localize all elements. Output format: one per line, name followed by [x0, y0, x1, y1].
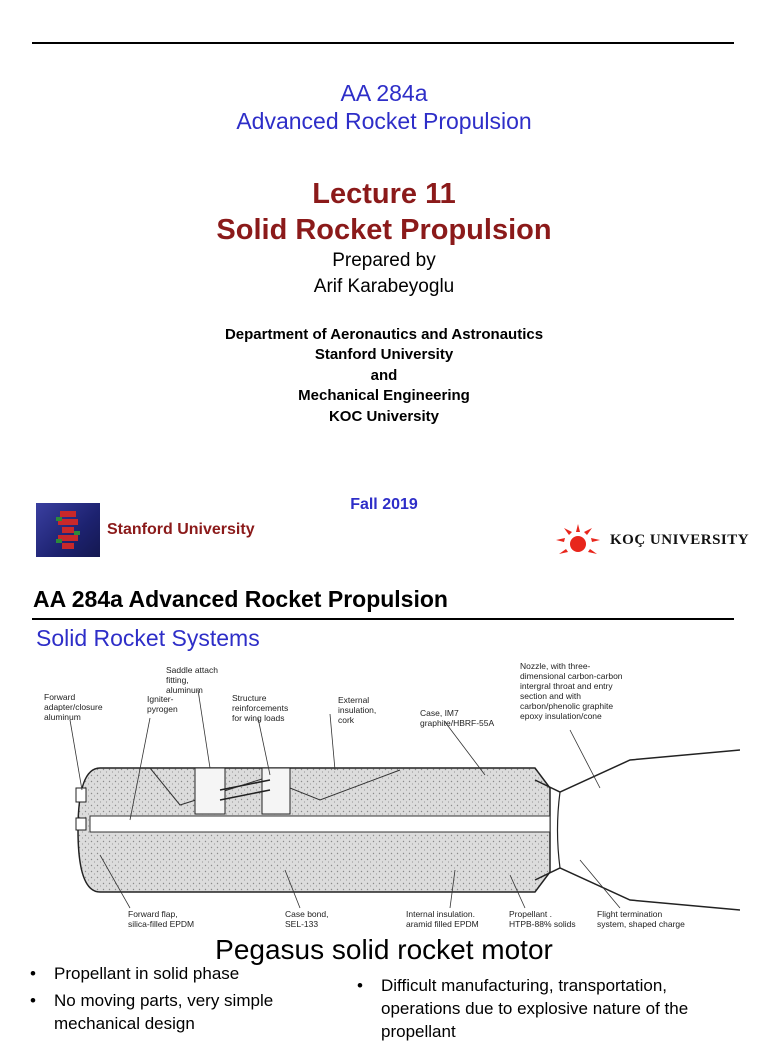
bullet-dot: • — [30, 991, 36, 1010]
label-forward-flap: Forward flap, silica-filled EPDM — [128, 909, 195, 929]
label-nozzle: Nozzle, with three- dimensional carbon-carbon intergral throat and entry section and with carbon/phenolic graphite epoxy insulation/cone — [520, 661, 623, 721]
bullet-left-1-text: Propellant in solid phase — [54, 964, 240, 983]
dept-line-2: Stanford University — [314, 346, 454, 363]
lecture-title: Solid Rocket Propulsion — [216, 214, 552, 246]
bullets-right — [357, 974, 747, 1043]
label-external-insulation: External insulation, cork — [338, 695, 377, 725]
stanford-label: Stanford University — [107, 521, 255, 538]
bullet-right-1 — [357, 974, 747, 1043]
koc-logo-icon — [553, 522, 603, 562]
label-flight-termination: Flight termination system, shaped charge — [597, 909, 685, 929]
label-structure: Structure reinforcements for wing loads — [232, 693, 289, 723]
author: Arif Karabeyoglu — [313, 276, 455, 297]
label-case-bond: Case bond, SEL-133 — [285, 909, 329, 929]
label-case: Case, IM7 graphite/HBRF-55A — [420, 708, 495, 728]
dept-line-5: KOC University — [328, 408, 440, 425]
slide2-title: AA 284a Advanced Rocket Propulsion — [33, 586, 448, 612]
rocket-motor-diagram — [30, 660, 740, 935]
lecture-number: Lecture 11 — [312, 178, 456, 210]
label-igniter: Igniter- pyrogen — [147, 694, 178, 714]
diagram-caption: Pegasus solid rocket motor — [215, 934, 553, 965]
bullets-left — [30, 962, 330, 1035]
slide2-rule — [32, 618, 734, 620]
dept-line-3: and — [370, 367, 398, 384]
bullet-left-2-text: No moving parts, very simple mechanical design — [54, 991, 274, 1033]
course-code: AA 284a — [340, 80, 428, 106]
top-rule — [32, 42, 734, 44]
bullet-dot: • — [30, 964, 36, 983]
label-saddle: Saddle attach fitting, aluminum — [166, 665, 218, 695]
bullet-dot: • — [357, 976, 363, 995]
label-forward-adapter: Forward adapter/closure aluminum — [44, 692, 103, 722]
course-title: Advanced Rocket Propulsion — [236, 108, 532, 134]
bullet-left-2 — [30, 989, 330, 1035]
dept-line-1: Department of Aeronautics and Astronautics — [224, 326, 544, 343]
bullet-left-1 — [30, 962, 330, 985]
slide2-subtitle: Solid Rocket Systems — [36, 625, 260, 651]
stanford-seal-logo — [36, 503, 100, 557]
bullet-right-1-text: Difficult manufacturing, transportation, operations due to explosive nature of the propellant — [381, 976, 689, 1041]
prepared-by: Prepared by — [332, 250, 436, 271]
term: Fall 2019 — [350, 496, 418, 513]
dept-line-4: Mechanical Engineering — [298, 387, 470, 404]
koc-label: KOÇ UNIVERSITY — [610, 532, 750, 548]
label-propellant: Propellant . HTPB-88% solids — [509, 909, 576, 929]
label-internal-insulation: Internal insulation. aramid filled EPDM — [406, 909, 479, 929]
